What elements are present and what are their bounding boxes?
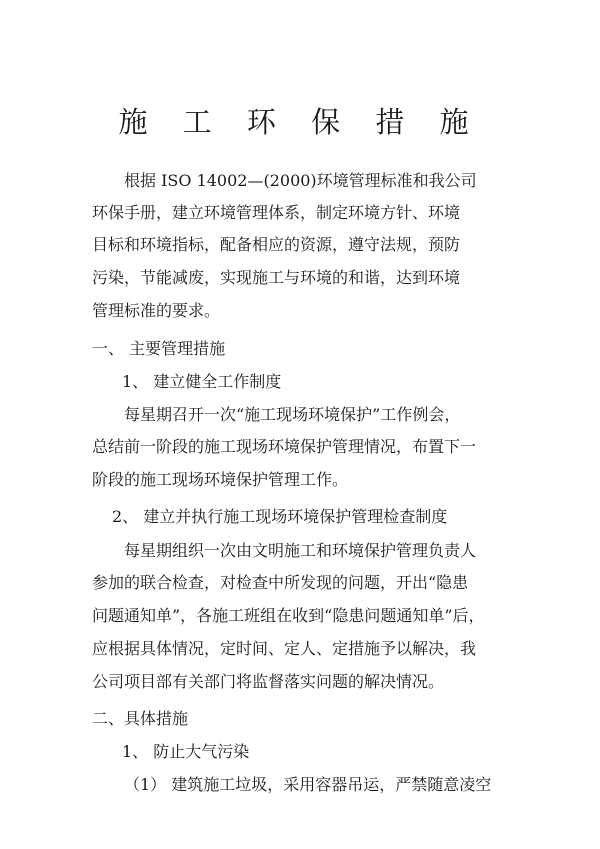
section-2-item-1-sub-1: （1） 建筑施工垃圾，采用容器吊运，严禁随意凌空 — [124, 775, 492, 794]
section-1-item-2-line-3: 问题通知单”，各施工班组在收到“隐患问题通知单”后， — [92, 606, 485, 625]
section-1-item-2-line-5: 公司项目部有关部门将监督落实问题的解决情况。 — [92, 672, 445, 691]
section-1-item-2-heading: 2、 建立并执行施工现场环境保护管理检查制度 — [112, 507, 448, 526]
section-2-item-1-heading: 1、 防止大气污染 — [122, 742, 250, 761]
section-1-item-2-line-1: 每星期组织一次由文明施工和环境保护管理负责人 — [124, 541, 477, 560]
section-1-heading: 一、 主要管理措施 — [92, 339, 226, 358]
intro-line-3: 目标和环境指标，配备相应的资源，遵守法规，预防 — [92, 235, 461, 254]
section-1-item-2-line-4: 应根据具体情况，定时间、定人、定措施予以解决，我 — [92, 639, 477, 658]
section-1-item-1-line-1: 每星期召开一次“施工现场环境保护”工作例会， — [124, 405, 461, 424]
document-title: 施 工 环 保 措 施 — [118, 105, 482, 139]
section-1-item-1-line-3: 阶段的施工现场环境保护管理工作。 — [92, 470, 349, 489]
section-1-item-1-heading: 1、 建立健全工作制度 — [122, 372, 282, 391]
section-2-heading: 二、具体措施 — [92, 709, 189, 728]
intro-line-5: 管理标准的要求。 — [92, 301, 221, 320]
section-1-item-1-line-2: 总结前一阶段的施工现场环境保护管理情况，布置下一 — [92, 437, 477, 456]
intro-line-4: 污染，节能减废，实现施工与环境的和谐，达到环境 — [92, 268, 461, 287]
section-1-item-2-line-2: 参加的联合检查，对检查中所发现的问题，开出“隐患 — [92, 573, 469, 592]
intro-line-2: 环保手册，建立环境管理体系，制定环境方针、环境 — [92, 203, 461, 222]
intro-line-1: 根据 ISO 14002—(2000)环境管理标准和我公司 — [124, 171, 477, 190]
